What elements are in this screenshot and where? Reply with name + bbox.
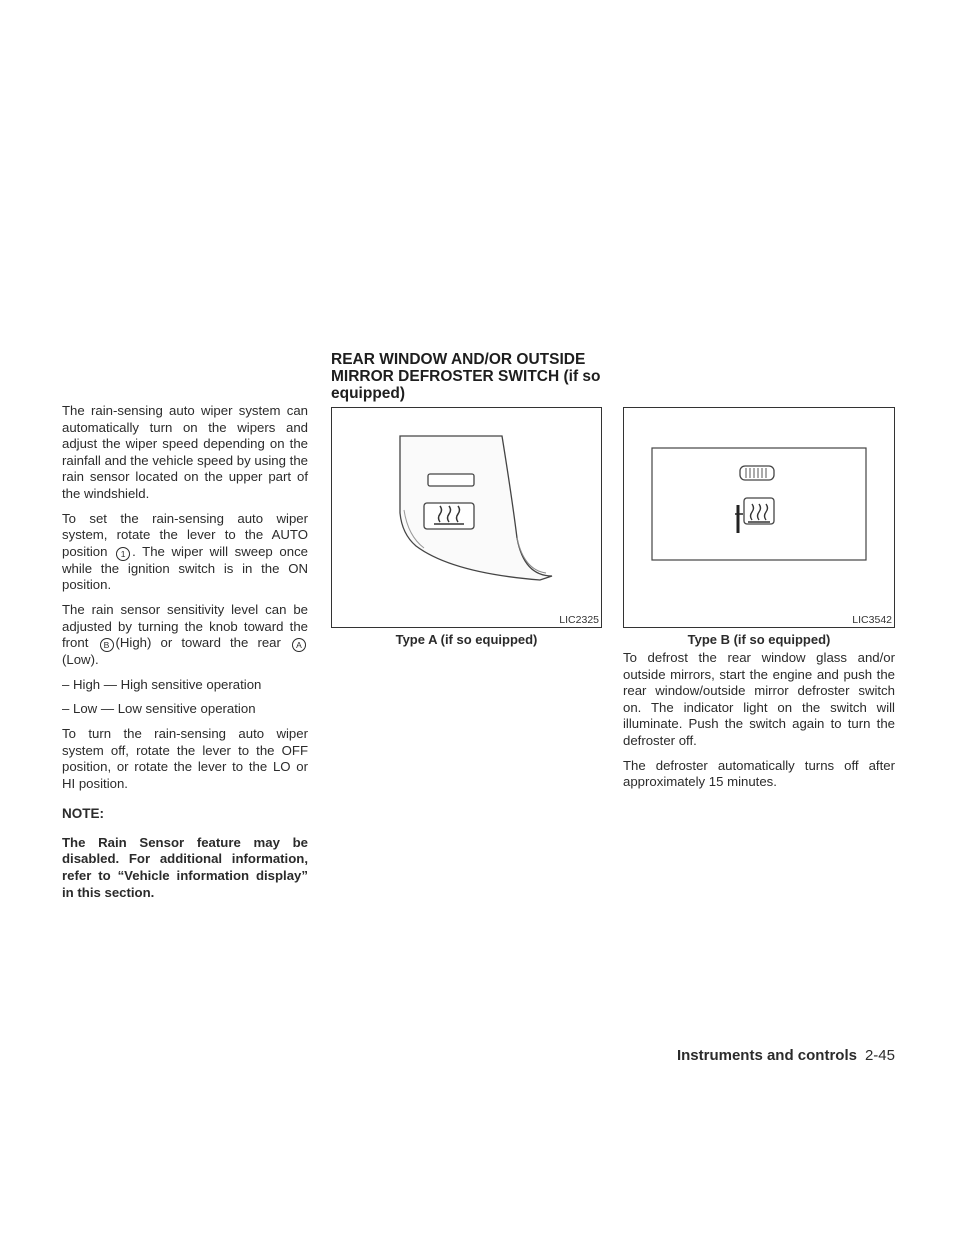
auto-position-instruction: To set the rain-sensing auto wiper system, rotate the lever to the AUTO position 1 . The wiper will sweep once while the ignition switch is in the ON position. <box>62 510 308 593</box>
figure-caption-a: Type A (if so equipped) <box>395 632 538 647</box>
defroster-switch-type-b-illustration <box>624 408 894 627</box>
left-column <box>62 403 308 901</box>
marker-b-icon: B <box>100 638 114 652</box>
footer-section-title: Instruments and controls <box>676 1047 857 1064</box>
marker-1-icon: 1 <box>116 547 130 561</box>
right-column <box>623 650 895 799</box>
figure-type-b <box>623 407 895 628</box>
figure-caption-b: Type B (if so equipped) <box>687 632 831 647</box>
defroster-switch-type-a-illustration <box>332 408 601 627</box>
defrost-instruction: To defrost the rear window glass and/or outside mirrors, start the engine and push the rear window/outside mirror defroster switch on. The indicator light on the switch will illuminate. Push the switch again to turn the defroster off. <box>623 650 895 748</box>
note-title: NOTE: <box>62 806 104 822</box>
figure-code-a: LIC2325 <box>559 614 599 626</box>
list-item-low: – Low — Low sensitive operation <box>62 701 256 717</box>
figure-type-a <box>331 407 602 628</box>
marker-a-icon: A <box>292 638 306 652</box>
figure-code-b: LIC3542 <box>852 614 892 626</box>
page-number: 2-45 <box>864 1047 895 1064</box>
page-footer <box>677 1047 895 1064</box>
rain-sensor-intro: The rain-sensing auto wiper system can automatically turn on the wipers and adjust the wiper speed depending on the rainfall and the vehicle speed by using the rain sensor located on the upper part of the windshield. <box>62 403 308 501</box>
list-item-high: – High — High sensitive operation <box>62 676 262 692</box>
note-body: The Rain Sensor feature may be disabled. For additional information, refer to “Vehicle information display” in this section. <box>62 834 308 900</box>
section-heading: REAR WINDOW AND/OR OUTSIDE MIRROR DEFROSTER SWITCH (if so equipped) <box>331 351 601 402</box>
auto-off-note: The defroster automatically turns off after approximately 15 minutes. <box>623 757 895 790</box>
turn-off-instruction: To turn the rain-sensing auto wiper system off, rotate the lever to the OFF position, or rotate the lever to the LO or HI position. <box>62 725 308 791</box>
sensitivity-instruction: The rain sensor sensitivity level can be adjusted by turning the knob toward the front B (High) or toward the rear A(Low). <box>62 601 308 668</box>
